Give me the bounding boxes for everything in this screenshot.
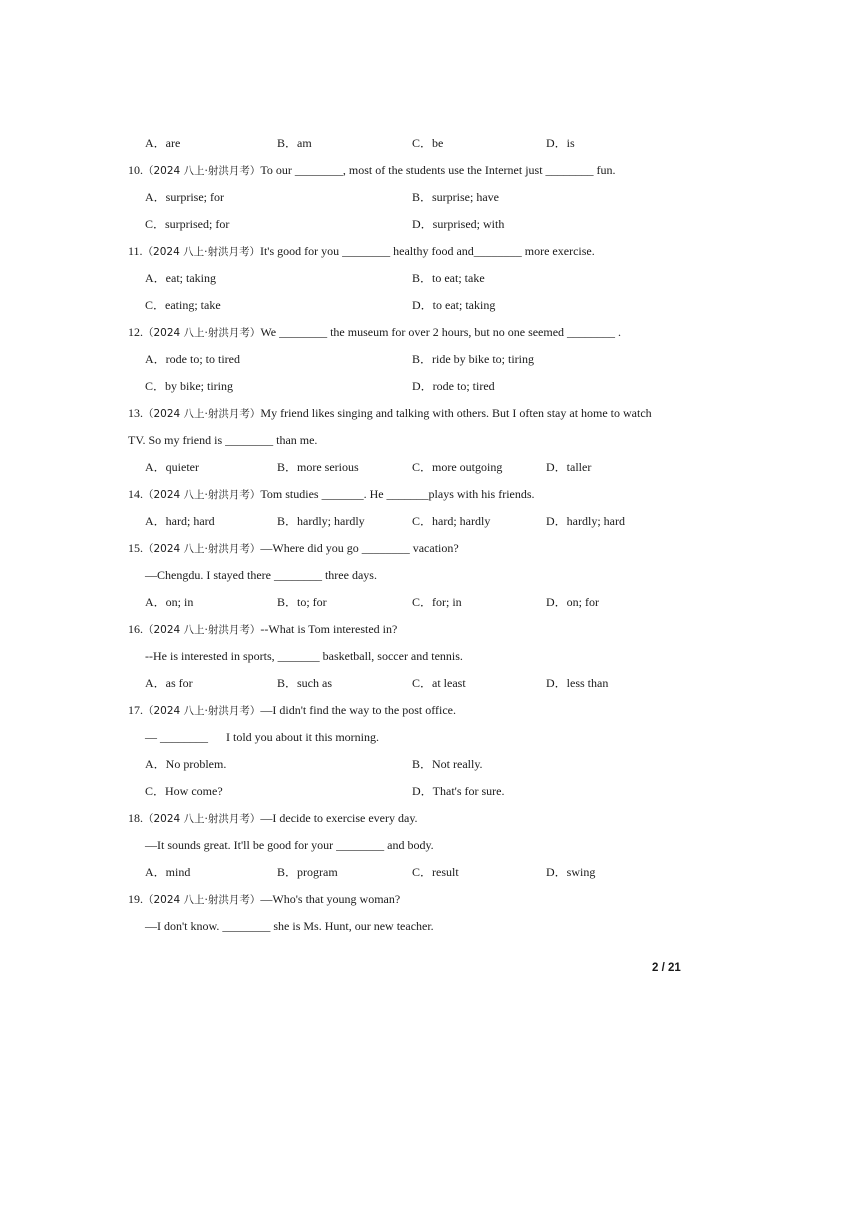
- question-source: （2024 八上·射洪月考）: [142, 246, 260, 258]
- option-a: A．rode to; to tired: [145, 352, 240, 366]
- option-a: A．mind: [145, 865, 191, 879]
- option-a: A．quieter: [145, 460, 199, 474]
- option-b: B．program: [277, 865, 338, 879]
- option-c: C．result: [412, 865, 459, 879]
- question-text-continued: —It sounds great. It'll be good for your ________ and body.: [145, 838, 434, 852]
- option-a: A．eat; taking: [145, 271, 216, 285]
- option-b: B．to; for: [277, 595, 327, 609]
- question-10: [128, 162, 616, 179]
- question-source: （2024 八上·射洪月考）: [143, 408, 261, 420]
- page-number: 2 / 21: [652, 962, 681, 974]
- option-a: A．are: [145, 136, 181, 150]
- question-15: [128, 540, 459, 557]
- question-number: 13.: [128, 406, 143, 420]
- option-a: A．as for: [145, 676, 193, 690]
- question-number: 17.: [128, 703, 143, 717]
- question-number: 18.: [128, 811, 143, 825]
- question-19: [128, 891, 400, 908]
- option-d: D．is: [546, 136, 575, 150]
- question-text: Tom studies _______. He _______plays with his friends.: [260, 487, 535, 501]
- option-c: C．for; in: [412, 595, 462, 609]
- option-b: B．more serious: [277, 460, 359, 474]
- option-c: C．by bike; tiring: [145, 379, 233, 393]
- option-c: C．How come?: [145, 784, 223, 798]
- question-14: [128, 486, 535, 503]
- question-text: My friend likes singing and talking with others. But I often stay at home to watch: [260, 406, 652, 420]
- question-source: （2024 八上·射洪月考）: [143, 489, 261, 501]
- question-text: To our ________, most of the students use the Internet just ________ fun.: [260, 163, 616, 177]
- option-d: D．surprised; with: [412, 217, 505, 231]
- question-17: [128, 702, 456, 719]
- question-text-continued: TV. So my friend is ________ than me.: [128, 433, 318, 447]
- question-number: 10.: [128, 163, 143, 177]
- question-number: 14.: [128, 487, 143, 501]
- question-11: [128, 243, 595, 260]
- option-b: B．am: [277, 136, 312, 150]
- question-text: —Who's that young woman?: [260, 892, 401, 906]
- question-text-continued: —I don't know. ________ she is Ms. Hunt, our new teacher.: [145, 919, 434, 933]
- question-source: （2024 八上·射洪月考）: [143, 165, 261, 177]
- option-c: C．hard; hardly: [412, 514, 491, 528]
- question-text-continued: --He is interested in sports, _______ basketball, soccer and tennis.: [145, 649, 463, 663]
- option-c: C．more outgoing: [412, 460, 503, 474]
- question-text: —I decide to exercise every day.: [260, 811, 418, 825]
- option-d: D．rode to; tired: [412, 379, 495, 393]
- option-c: C．be: [412, 136, 444, 150]
- question-source: （2024 八上·射洪月考）: [143, 624, 261, 636]
- option-a: A．No problem.: [145, 757, 227, 771]
- question-text-continued: — ________ I told you about it this morning.: [145, 730, 379, 744]
- question-12: [128, 324, 621, 341]
- question-source: （2024 八上·射洪月考）: [143, 327, 261, 339]
- option-d: D．taller: [546, 460, 592, 474]
- option-c: C．at least: [412, 676, 466, 690]
- question-number: 15.: [128, 541, 143, 555]
- option-a: A．hard; hard: [145, 514, 215, 528]
- option-d: D．less than: [546, 676, 609, 690]
- question-number: 16.: [128, 622, 143, 636]
- question-16: [128, 621, 397, 638]
- question-source: （2024 八上·射洪月考）: [143, 813, 261, 825]
- option-b: B．surprise; have: [412, 190, 499, 204]
- question-number: 11.: [128, 244, 143, 258]
- question-text: --What is Tom interested in?: [260, 622, 398, 636]
- option-d: D．to eat; taking: [412, 298, 496, 312]
- option-b: B．Not really.: [412, 757, 483, 771]
- option-a: A．on; in: [145, 595, 194, 609]
- question-source: （2024 八上·射洪月考）: [143, 543, 261, 555]
- question-text: —I didn't find the way to the post office.: [260, 703, 456, 717]
- question-number: 12.: [128, 325, 143, 339]
- question-text-continued: —Chengdu. I stayed there ________ three days.: [145, 568, 377, 582]
- option-c: C．eating; take: [145, 298, 221, 312]
- option-a: A．surprise; for: [145, 190, 224, 204]
- question-number: 19.: [128, 892, 143, 906]
- question-source: （2024 八上·射洪月考）: [143, 705, 261, 717]
- question-18: [128, 810, 418, 827]
- question-text: —Where did you go ________ vacation?: [260, 541, 459, 555]
- option-b: B．ride by bike to; tiring: [412, 352, 534, 366]
- option-d: D．That's for sure.: [412, 784, 505, 798]
- option-b: B．hardly; hardly: [277, 514, 365, 528]
- question-source: （2024 八上·射洪月考）: [143, 894, 261, 906]
- question-text: We ________ the museum for over 2 hours, but no one seemed ________ .: [260, 325, 622, 339]
- option-d: D．swing: [546, 865, 596, 879]
- option-d: D．on; for: [546, 595, 599, 609]
- option-b: B．such as: [277, 676, 332, 690]
- option-b: B．to eat; take: [412, 271, 485, 285]
- question-13: [128, 405, 652, 422]
- question-text: It's good for you ________ healthy food and________ more exercise.: [259, 244, 595, 258]
- option-c: C．surprised; for: [145, 217, 230, 231]
- option-d: D．hardly; hard: [546, 514, 625, 528]
